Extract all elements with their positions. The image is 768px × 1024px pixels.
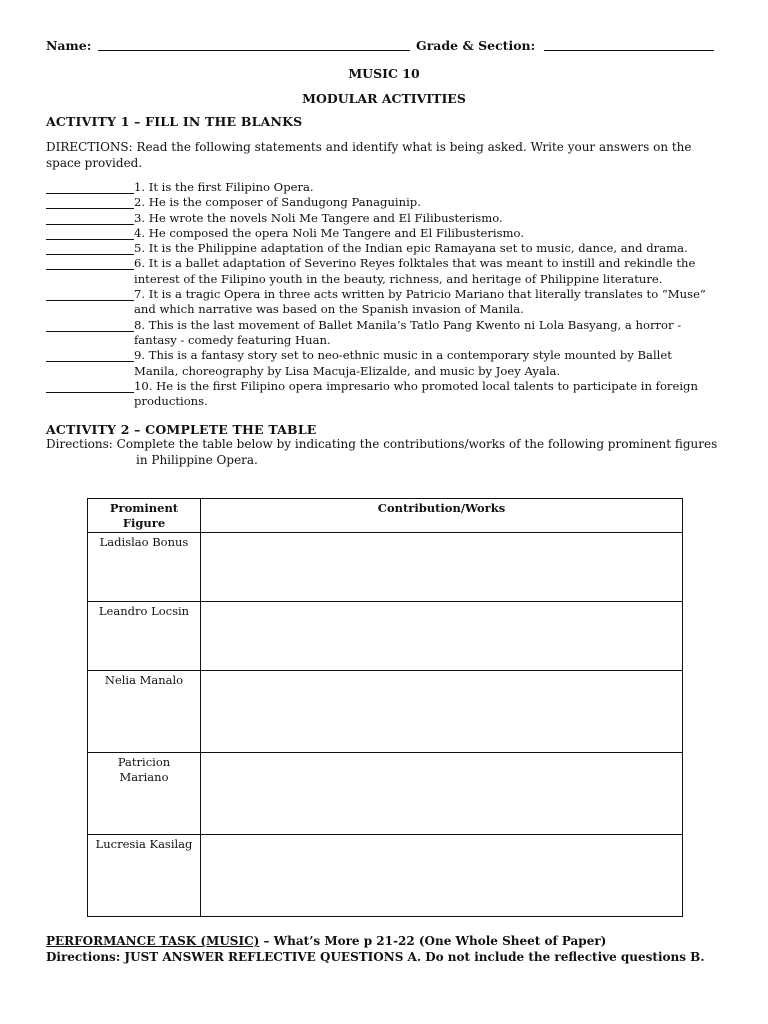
table-row [88,835,683,917]
list-item [46,348,714,379]
item-text: 5. It is the Philippine adaptation of the Indian epic Ramayana set to music, dance, and drama. [134,241,688,256]
list-item [46,379,714,410]
answer-blank [46,196,134,209]
answer-blank [46,380,134,393]
performance-task-rest: – What’s More p 21-22 (One Whole Sheet of Paper) [259,934,607,948]
answer-blank [46,242,134,255]
figure-cell: Nelia Manalo [88,671,201,753]
table-header-row [88,499,683,533]
contribution-cell[interactable] [201,533,683,602]
activity1-items [46,180,714,409]
answer-blank [46,212,134,225]
answer-blank [46,257,134,270]
list-item [46,180,714,195]
item-text: 1. It is the first Filipino Opera. [134,180,314,194]
list-item [46,211,714,226]
header-line [46,38,706,53]
table-row [88,753,683,835]
contribution-cell[interactable] [201,671,683,753]
col-header-figure: Prominent Figure [88,499,201,533]
activity2-directions-line2: in Philippine Opera. [136,452,258,467]
list-item [46,226,714,241]
contribution-cell[interactable] [201,753,683,835]
figure-cell: Patricion Mariano [88,753,201,835]
table-row [88,671,683,753]
name-label: Name: [46,38,92,53]
table-row [88,533,683,602]
activity1-title: ACTIVITY 1 – FILL IN THE BLANKS [46,114,303,129]
item-text: 10. He is the first Filipino opera impresario who promoted local talents to participate in foreign productions. [134,378,698,409]
figure-cell: Ladislao Bonus [88,533,201,602]
col-header-contribution: Contribution/Works [201,499,683,533]
answer-blank [46,227,134,240]
item-text: 4. He composed the opera Noli Me Tangere and El Filibusterismo. [134,225,525,240]
answer-blank [46,288,134,301]
answer-blank [46,349,134,362]
table-row [88,602,683,671]
subject-title: MUSIC 10 [348,66,420,81]
name-blank [98,38,410,51]
performance-task-line [46,934,606,948]
figure-cell: Leandro Locsin [88,602,201,671]
performance-task-label: PERFORMANCE TASK (MUSIC) [46,934,260,948]
list-item [46,287,714,318]
item-text: 8. This is the last movement of Ballet Manila’s Tatlo Pang Kwento ni Lola Basyang, a horror - fantasy - comedy featuring Huan. [134,317,682,347]
list-item [46,241,714,256]
performance-task-directions: Directions: JUST ANSWER REFLECTIVE QUESTIONS A. Do not include the reflective questions B. [46,950,705,964]
grade-section-label: Grade & Section: [416,38,536,53]
contribution-cell[interactable] [201,835,683,917]
list-item [46,195,714,210]
item-text: 7. It is a tragic Opera in three acts written by Patricio Mariano that literally translates to “Muse” and which narrative was based on the Spanish invasion of Manila. [134,287,706,317]
subtitle: MODULAR ACTIVITIES [302,91,466,106]
item-text: 2. He is the composer of Sandugong Panaguinip. [134,195,421,210]
list-item [46,256,714,287]
activity2-directions-line1: Directions: Complete the table below by indicating the contributions/works of the following prominent figures [46,437,718,451]
activity2-title: ACTIVITY 2 – COMPLETE THE TABLE [46,422,317,437]
figures-table [87,498,683,917]
answer-blank [46,319,134,332]
activity1-directions: DIRECTIONS: Read the following statements and identify what is being asked. Write your answers on the space provided. [46,140,692,170]
list-item [46,318,714,349]
grade-section-blank [544,38,714,51]
item-text: 3. He wrote the novels Noli Me Tangere and El Filibusterismo. [134,210,503,225]
item-text: 9. This is a fantasy story set to neo-ethnic music in a contemporary style mounted by Ballet Manila, choreography by Lisa Macuja-Elizalde, and music by Joey Ayala. [134,348,672,378]
answer-blank [46,181,134,194]
contribution-cell[interactable] [201,602,683,671]
figure-cell: Lucresia Kasilag [88,835,201,917]
item-text: 6. It is a ballet adaptation of Severino Reyes folktales that was meant to instill and rekindle the interest of the Filipino youth in the beauty, richness, and heritage of Philippine literature. [134,256,696,286]
activity2-directions [46,437,718,468]
